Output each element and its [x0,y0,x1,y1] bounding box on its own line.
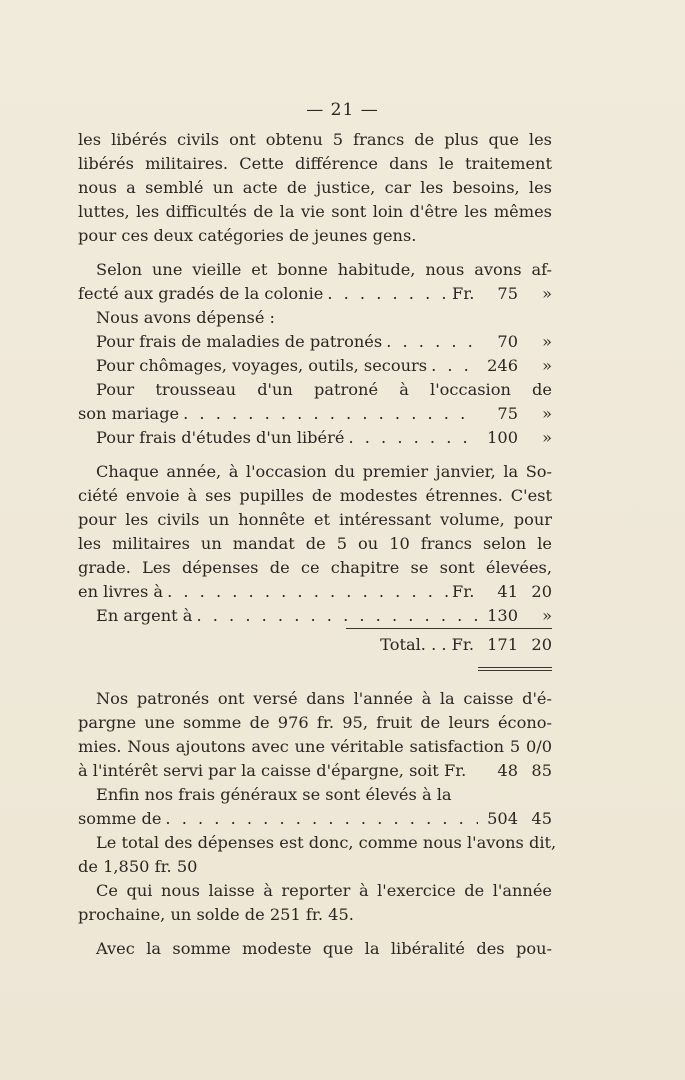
ledger-label: Pour frais d'études d'un libéré [96,428,345,447]
dot-leader [386,330,478,354]
total-row [346,628,552,661]
text-line: pour les civils un honnête et intéressant volume, pour [78,510,552,529]
ledger-amount: 48 [497,761,518,780]
text-line: pargne une somme de 976 fr. 95, fruit de leurs écono- [78,713,552,732]
text-line: les libérés civils ont obtenu 5 francs de plus que les [78,130,552,149]
text-line: Enfin nos frais généraux se sont élevés à la [96,785,452,804]
ledger-label: en livres à [78,582,164,601]
text-line: nous a semblé un acte de justice, car les besoins, les [78,178,552,197]
text-line: pour ces deux catégories de jeunes gens. [78,226,417,245]
ledger-cents: » [542,428,552,447]
text-line: ciété envoie à ses pupilles de modestes étrennes. C'est [78,486,552,505]
text-line: Avec la somme modeste que la libéralité des pou- [96,939,552,958]
dot-leader [327,282,448,306]
dot-leader [183,402,478,426]
ledger-amount: 41 [497,582,518,601]
ledger-label: En argent à [96,606,193,625]
ledger-row [78,330,552,354]
ledger-cents: » [542,404,552,423]
ledger-label: Pour frais de maladies de patronés [96,332,383,351]
ledger-cents: » [542,284,552,303]
currency: Fr. [452,284,475,303]
ledger-label: Pour chômages, voyages, outils, secours [96,356,428,375]
text-line: Ce qui nous laisse à reporter à l'exercice de l'année [96,881,552,900]
text-line: libérés militaires. Cette différence dans le traitement [78,154,552,173]
ledger-label: somme de [78,809,162,828]
text-line: prochaine, un solde de 251 fr. 45. [78,905,354,924]
total-label: Total. . . Fr. [380,635,474,654]
text-line: luttes, les difficultés de la vie sont loin d'être les mêmes [78,202,552,221]
text-block [78,128,557,961]
ledger-cents: 20 [531,582,552,601]
dot-leader [348,426,478,450]
ledger-cents: 85 [531,761,552,780]
ledger-label: son mariage [78,404,180,423]
dot-leader [167,580,448,604]
ledger-cents: » [542,332,552,351]
ledger-amount: 504 [487,809,518,828]
text-line: Pour trousseau d'un patroné à l'occasion de [96,380,552,399]
total-cents: 20 [531,635,552,654]
ledger-cents: » [542,356,552,375]
ledger-amount: 246 [487,356,518,375]
text-line: Nous avons dépensé : [96,308,276,327]
ledger-row [78,807,552,831]
text-line: de 1,850 fr. 50 [78,857,198,876]
ledger-cents: 45 [531,809,552,828]
page-number: — 21 — [306,100,379,120]
ledger-row [78,426,552,450]
text-line: Selon une vieille et bonne habitude, nous avons af- [96,260,552,279]
text-line: Nos patronés ont versé dans l'année à la caisse d'é- [96,689,552,708]
text-line: grade. Les dépenses de ce chapitre se sont élevées, [78,558,552,577]
total-amount: 171 [487,635,518,654]
ledger-row [78,402,552,426]
ledger-row [78,580,552,604]
ledger-amount: 130 [487,606,518,625]
ledger-amount: 100 [487,428,518,447]
dot-leader [165,807,478,831]
ledger-row-grades [78,282,552,306]
text-line: Chaque année, à l'occasion du premier janvier, la So- [96,462,552,481]
text-line: mies. Nous ajoutons avec une véritable satisfaction 5 0/0 [78,737,552,756]
text-line: les militaires un mandat de 5 ou 10 francs selon le [78,534,552,553]
ledger-amount: 75 [497,404,518,423]
ledger-amount: 70 [497,332,518,351]
ledger-row [78,604,552,628]
dot-leader [196,604,478,628]
ledger-cents: » [542,606,552,625]
currency: Fr. [452,582,475,601]
text-line: Le total des dépenses est donc, comme nous l'avons dit, [96,833,557,852]
ledger-amount: 75 [497,284,518,303]
ledger-row [78,759,552,783]
ledger-label: à l'intérêt servi par la caisse d'épargne, soit Fr. [78,761,467,780]
ledger-row [78,354,552,378]
dot-leader [431,354,478,378]
ledger-label: fecté aux gradés de la colonie [78,284,324,303]
